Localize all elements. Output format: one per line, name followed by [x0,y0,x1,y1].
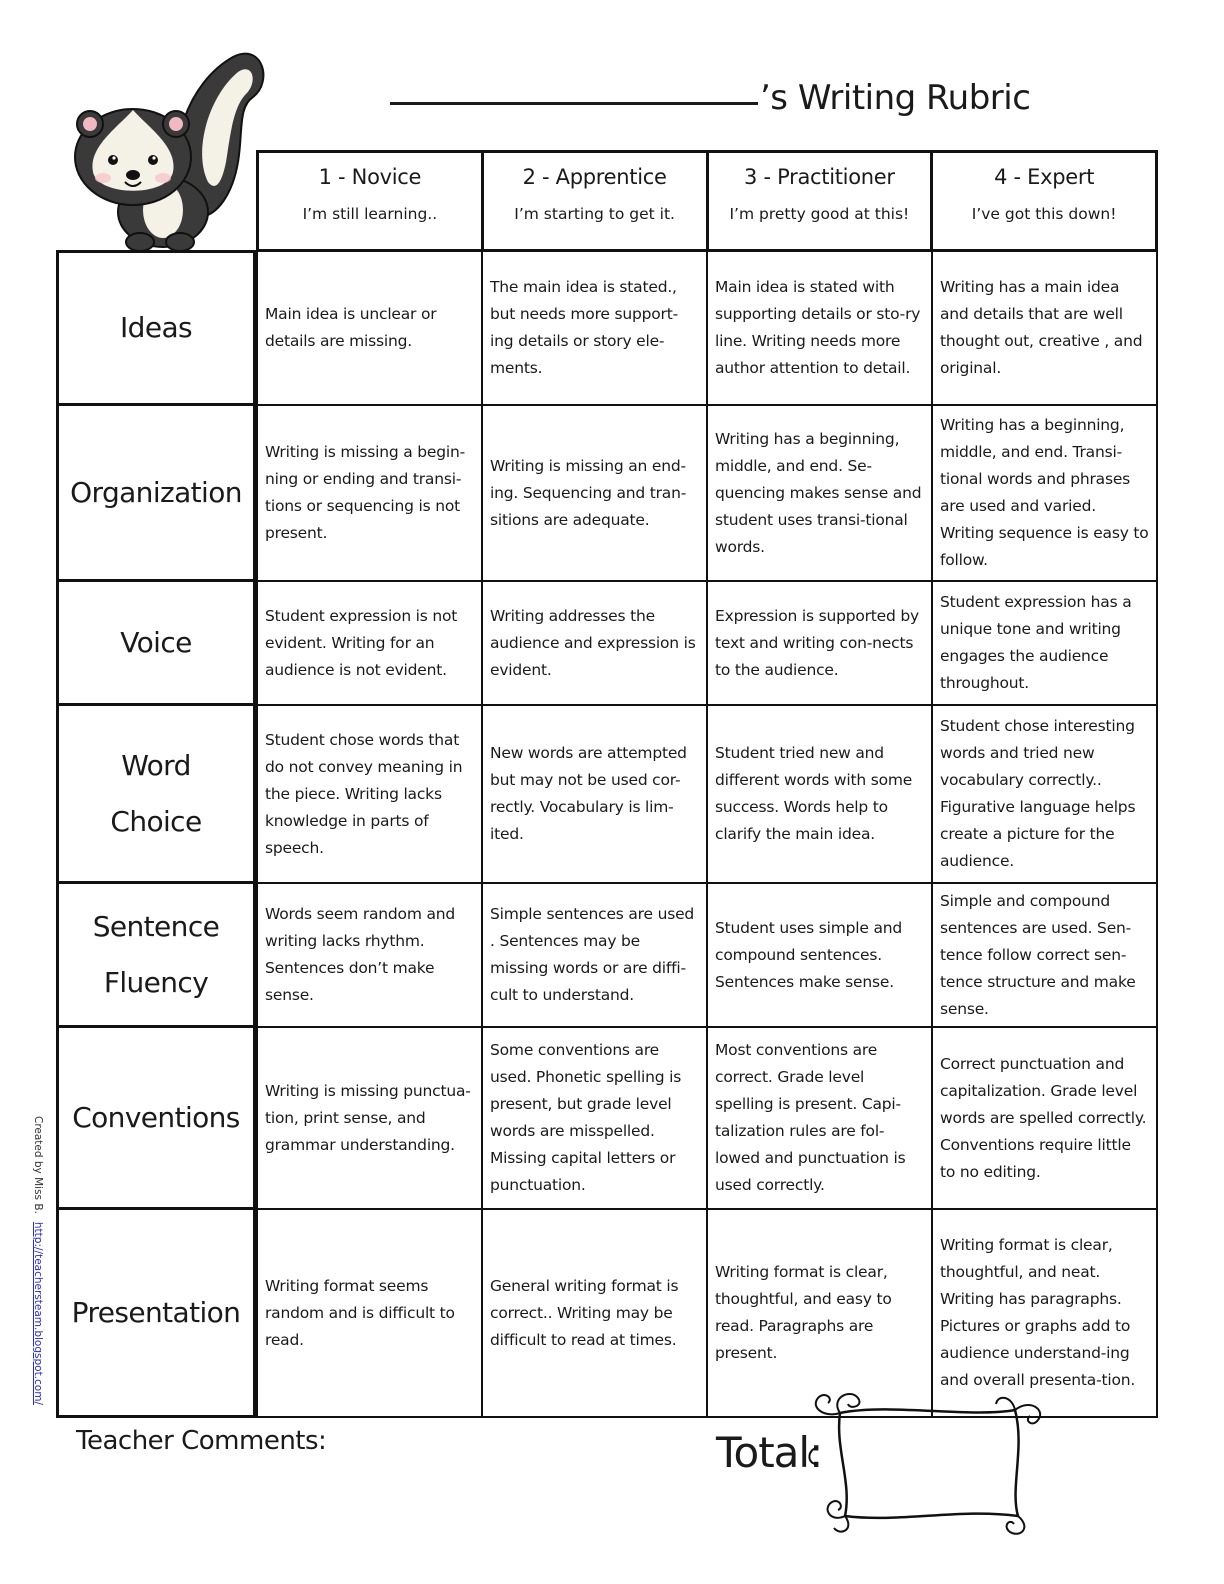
creator-credit [26,1116,50,1416]
rubric-row-organization [56,406,1158,582]
rubric-cell: Writing addresses the audience and expression is evident. [481,582,706,704]
rubric-row-voice [56,582,1158,706]
rubric-cell: Correct punctuation and capitalization. Grade level words are spelled correctly. Conventions require little to no editing. [931,1028,1156,1208]
rubric-cell: Simple and compound sentences are used. Sen-tence follow correct sen-tence structure and make sense. [931,884,1156,1026]
rubric-cell: Student expression is not evident. Writing for an audience is not evident. [256,582,481,704]
level-header-expert [930,153,1155,249]
level-label: 3 - Practitioner [744,165,895,189]
rubric-cell: New words are attempted but may not be used cor-rectly. Vocabulary is lim-ited. [481,706,706,882]
rubric-cell: Simple sentences are used . Sentences may be missing words or are diffi-cult to understand. [481,884,706,1026]
rubric-cell: Some conventions are used. Phonetic spelling is present, but grade level words are misspelled. Missing capital letters or punctuation. [481,1028,706,1208]
category-label: Conventions [56,1028,256,1210]
rubric-cell: Writing has a beginning, middle, and end. Se-quencing makes sense and student uses transi-tional words. [706,406,931,580]
total-score-frame [800,1388,1050,1538]
rubric-row-ideas [56,250,1158,406]
rubric-row-word-choice [56,706,1158,884]
page-title-text: ’s Writing Rubric [760,78,1031,118]
rubric-row-conventions [56,1028,1158,1210]
level-description: I’m starting to get it. [514,205,675,223]
total-label: Total: [716,1428,823,1477]
level-description: I’ve got this down! [971,205,1117,223]
rubric-cell: Writing format is clear, thoughtful, and neat. Writing has paragraphs. Pictures or graphs add to audience understand-ing and overall presenta-tion. [931,1210,1156,1416]
rubric-cell: The main idea is stated., but needs more support-ing details or story ele-ments. [481,252,706,404]
rubric-cell: Main idea is stated with supporting details or sto-ry line. Writing needs more author attention to detail. [706,252,931,404]
rubric-cell: Expression is supported by text and writing con-nects to the audience. [706,582,931,704]
category-label: Word Choice [56,706,256,884]
rubric-row-presentation [56,1210,1158,1418]
category-label: Presentation [56,1210,256,1418]
level-header-practitioner [706,153,931,249]
category-label: Voice [56,582,256,706]
teacher-comments-label: Teacher Comments: [76,1426,327,1456]
rubric-cell: Writing has a beginning, middle, and end. Transi-tional words and phrases are used and varied. Writing sequence is easy to follow. [931,406,1156,580]
rubric-cell: Main idea is unclear or details are missing. [256,252,481,404]
level-header-apprentice [481,153,706,249]
rubric-cell: Student chose interesting words and tried new vocabulary correctly.. Figurative language helps create a picture for the audience. [931,706,1156,882]
level-label: 2 - Apprentice [522,165,667,189]
level-label: 1 - Novice [318,165,422,189]
rubric-row-sentence-fluency [56,884,1158,1028]
level-description: I’m still learning.. [302,205,438,223]
rubric-cell: Writing format is clear, thoughtful, and easy to read. Paragraphs are present. [706,1210,931,1416]
rubric-cell: Words seem random and writing lacks rhythm. Sentences don’t make sense. [256,884,481,1026]
name-blank-line [390,102,758,105]
level-header-row [256,150,1158,252]
level-header-novice [259,153,481,249]
rubric-cell: Writing has a main idea and details that are well thought out, creative , and original. [931,252,1156,404]
rubric-cell: Student tried new and different words with some success. Words help to clarify the main idea. [706,706,931,882]
rubric-cell: Student expression has a unique tone and writing engages the audience throughout. [931,582,1156,704]
category-label: Sentence Fluency [56,884,256,1028]
skunk-mascot-image [68,42,268,252]
level-label: 4 - Expert [994,165,1095,189]
rubric-cell: Writing format seems random and is difficult to read. [256,1210,481,1416]
rubric-cell: Writing is missing punctua-tion, print sense, and grammar understanding. [256,1028,481,1208]
credit-text: Created by Miss B. [32,1116,44,1214]
rubric-cell: Student uses simple and compound sentences. Sentences make sense. [706,884,931,1026]
credit-link[interactable]: http://teachersteam.blogspot.com/ [32,1221,44,1405]
category-label: Ideas [56,250,256,406]
level-description: I’m pretty good at this! [729,205,910,223]
rubric-cell: Writing is missing an end-ing. Sequencing and tran-sitions are adequate. [481,406,706,580]
rubric-cell: Student chose words that do not convey meaning in the piece. Writing lacks knowledge in parts of speech. [256,706,481,882]
category-label: Organization [56,406,256,582]
rubric-cell: Writing is missing a begin-ning or ending and transi-tions or sequencing is not present. [256,406,481,580]
rubric-cell: Most conventions are correct. Grade level spelling is present. Capi-talization rules are fol-lowed and punctuation is used correctly. [706,1028,931,1208]
page-title [390,78,1030,118]
rubric-cell: General writing format is correct.. Writing may be difficult to read at times. [481,1210,706,1416]
